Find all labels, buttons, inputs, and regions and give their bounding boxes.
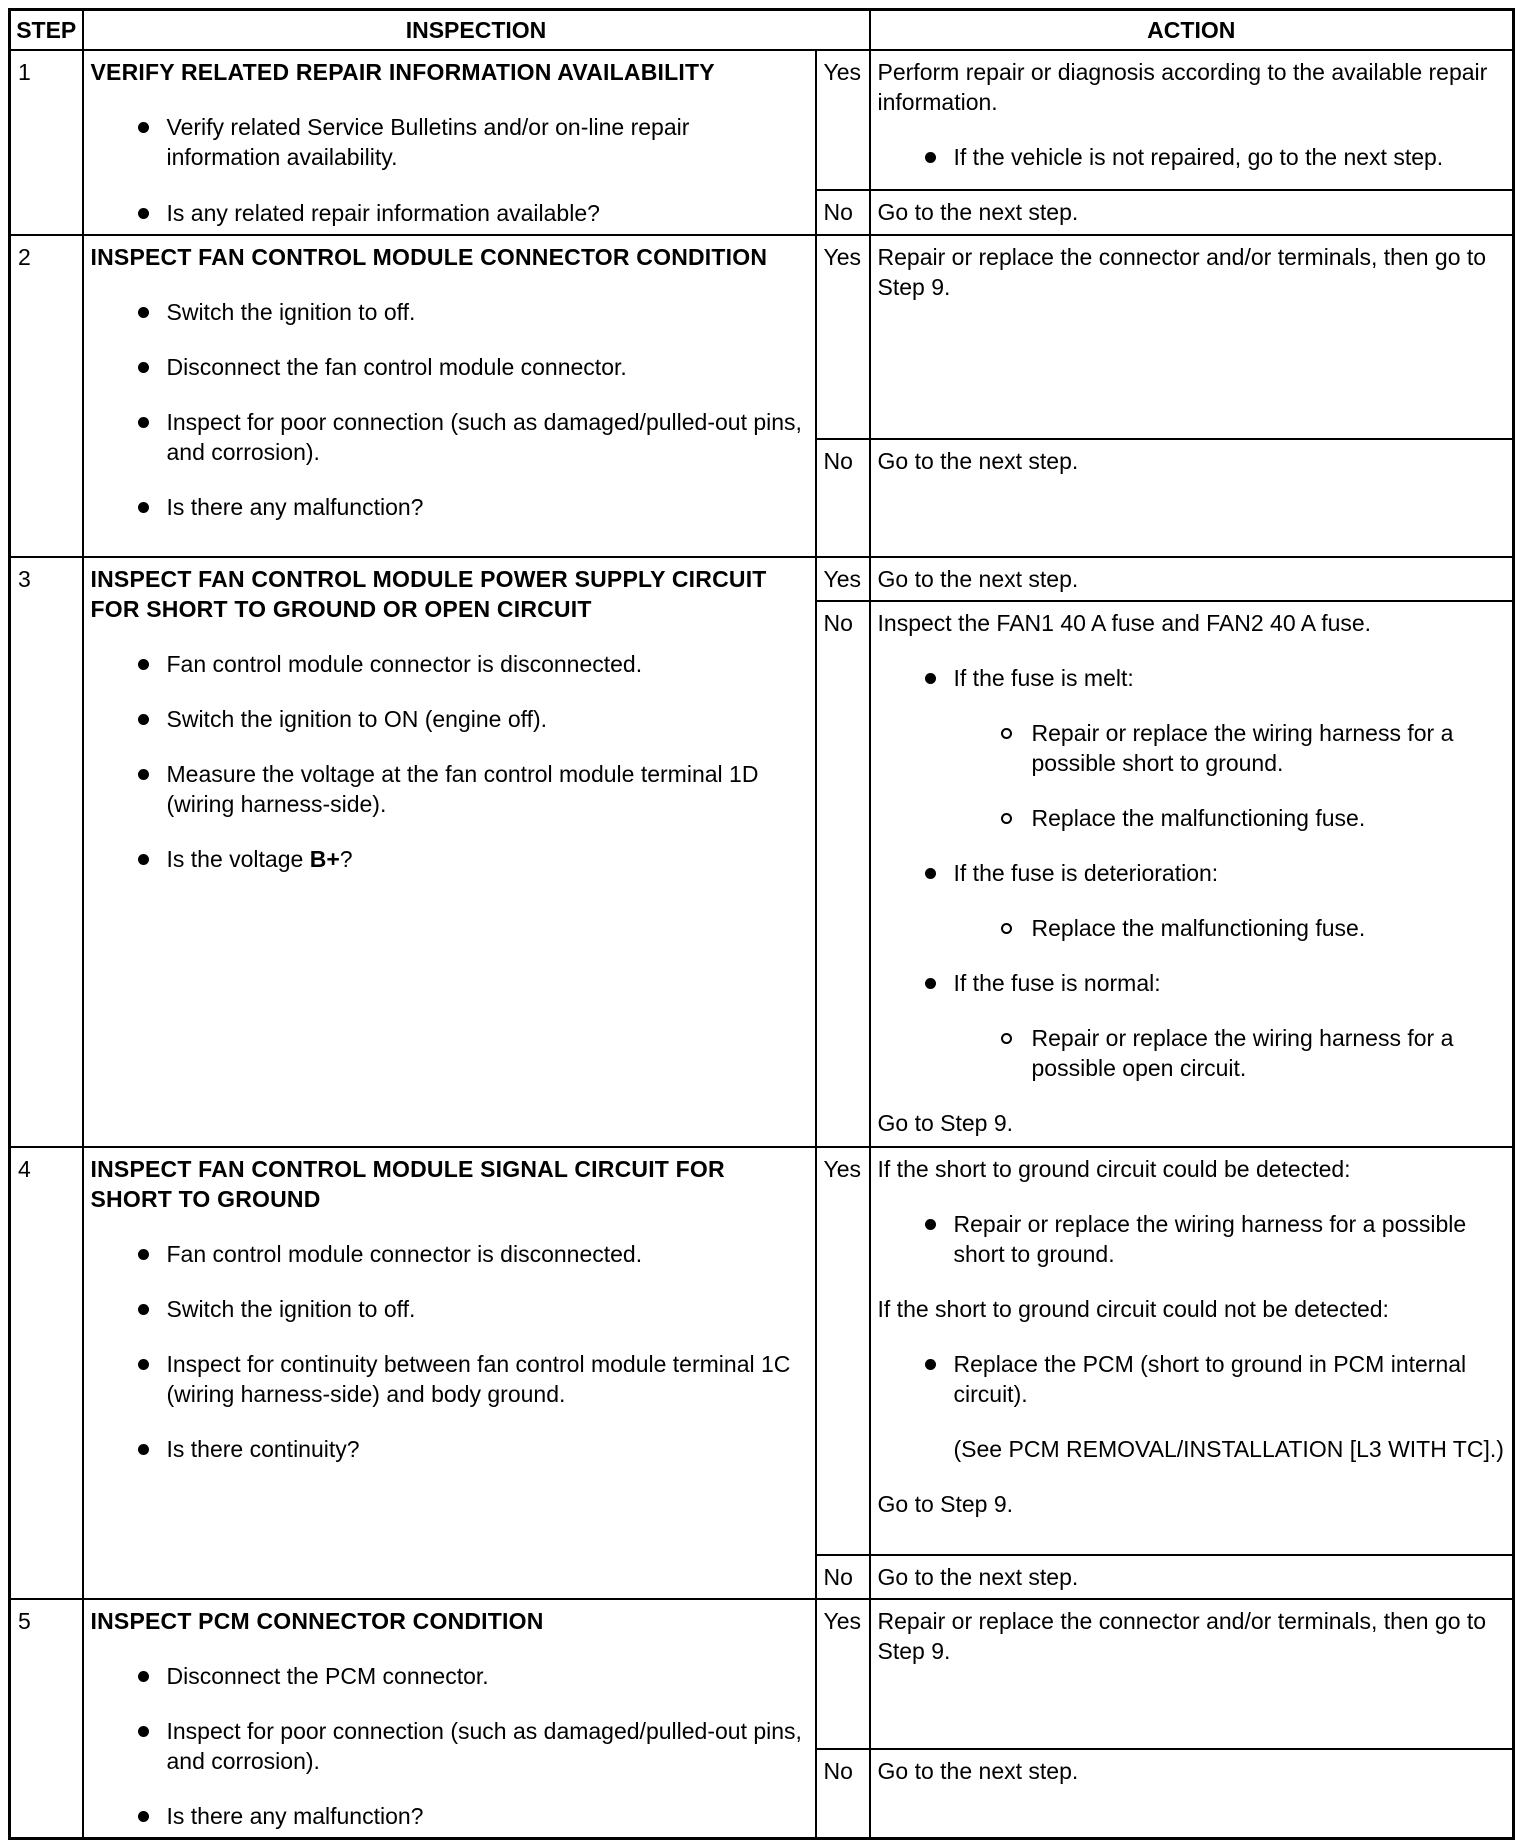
step-title: INSPECT FAN CONTROL MODULE CONNECTOR CONDITION [90,244,768,270]
action-goto: Go to Step 9. [877,1491,1014,1517]
action-sub-bullet: Repair or replace the wiring harness for a possible short to ground. [878,718,1506,778]
action-bullet: Repair or replace the wiring harness for a possible short to ground. [878,1209,1506,1269]
inspection-bullet: Measure the voltage at the fan control module terminal 1D (wiring harness-side). [91,759,808,819]
yes-label: Yes [816,50,870,190]
yes-label: Yes [816,235,870,439]
step-number: 2 [10,235,83,557]
header-inspection: INSPECTION [83,10,870,51]
yes-label: Yes [816,1147,870,1555]
action-bullet: If the fuse is melt: [878,663,1506,693]
action-text: Inspect the FAN1 40 A fuse and FAN2 40 A fuse. [877,610,1372,636]
step-number: 5 [10,1599,83,1839]
inspection-bullet: Inspect for continuity between fan control module terminal 1C (wiring harness-side) and body ground. [91,1349,808,1409]
step-title: INSPECT FAN CONTROL MODULE POWER SUPPLY CIRCUIT FOR SHORT TO GROUND OR OPEN CIRCUIT [90,566,767,622]
no-label: No [816,601,870,1147]
inspection-bullet: Switch the ignition to ON (engine off). [91,704,808,734]
inspection-bullet: Verify related Service Bulletins and/or on-line repair information availability. [91,112,808,172]
diagnostic-table [8,8,1515,1840]
inspection-question: Is there continuity? [91,1434,808,1464]
step-2-yes-row [10,235,1514,439]
action-text: Go to the next step. [870,1555,1514,1599]
step-5-inspection [83,1599,816,1839]
inspection-bullet: Switch the ignition to off. [91,1294,808,1324]
step-title: INSPECT FAN CONTROL MODULE SIGNAL CIRCUIT FOR SHORT TO GROUND [90,1156,725,1212]
action-text: Go to the next step. [870,557,1514,601]
step-5-yes-row [10,1599,1514,1749]
action-sub-bullet: Replace the malfunctioning fuse. [878,803,1506,833]
action-goto: Go to Step 9. [877,1110,1014,1136]
inspection-bullet: Disconnect the fan control module connector. [91,352,808,382]
question-mark: ? [339,846,353,872]
step-4-inspection [83,1147,816,1599]
step-1-inspection [83,50,816,235]
action-text: If the short to ground circuit could not be detected: [877,1296,1389,1322]
yes-label: Yes [816,1599,870,1749]
step-1-yes-action [870,50,1514,190]
inspection-bullet: Switch the ignition to off. [91,297,808,327]
step-number: 3 [10,557,83,1147]
inspection-bullet: Fan control module connector is disconnected. [91,649,808,679]
inspection-bullet: Inspect for poor connection (such as damaged/pulled-out pins, and corrosion). [91,1716,808,1776]
inspection-question: Is there any malfunction? [91,1801,808,1831]
step-number: 4 [10,1147,83,1599]
step-3-yes-row [10,557,1514,601]
table-header-row [10,10,1514,51]
action-text: Go to the next step. [870,1749,1514,1839]
question-bold-value: B+ [309,846,340,872]
inspection-bullet: Fan control module connector is disconnected. [91,1239,808,1269]
action-text: Repair or replace the connector and/or terminals, then go to Step 9. [870,1599,1514,1749]
step-3-inspection [83,557,816,1147]
action-bullet: If the fuse is normal: [878,968,1506,998]
inspection-bullet: Disconnect the PCM connector. [91,1661,808,1691]
action-bullet: If the vehicle is not repaired, go to the next step. [878,142,1506,172]
no-label: No [816,1749,870,1839]
step-3-no-action [870,601,1514,1147]
step-4-yes-action [870,1147,1514,1555]
action-text: If the short to ground circuit could be detected: [877,1156,1351,1182]
action-text: Perform repair or diagnosis according to the available repair information. [877,59,1488,115]
header-step: STEP [10,10,83,51]
no-label: No [816,1555,870,1599]
inspection-question: Is any related repair information available? [91,198,808,228]
yes-label: Yes [816,557,870,601]
step-title: VERIFY RELATED REPAIR INFORMATION AVAILABILITY [90,59,715,85]
inspection-bullet: Inspect for poor connection (such as damaged/pulled-out pins, and corrosion). [91,407,808,467]
inspection-question: Is there any malfunction? [91,492,808,522]
action-sub-bullet: Repair or replace the wiring harness for a possible open circuit. [878,1023,1506,1083]
question-text: Is the voltage [166,846,310,872]
no-label: No [816,190,870,235]
step-1-yes-row [10,50,1514,190]
step-4-yes-row [10,1147,1514,1555]
action-text: Go to the next step. [870,439,1514,557]
no-label: No [816,439,870,557]
action-text: Repair or replace the connector and/or terminals, then go to Step 9. [870,235,1514,439]
action-sub-bullet: Replace the malfunctioning fuse. [878,913,1506,943]
action-bullet: Replace the PCM (short to ground in PCM internal circuit). [878,1349,1506,1409]
header-action: ACTION [870,10,1514,51]
step-2-inspection [83,235,816,557]
step-title: INSPECT PCM CONNECTOR CONDITION [90,1608,544,1634]
action-bullet: If the fuse is deterioration: [878,858,1506,888]
action-text: Go to the next step. [870,190,1514,235]
step-number: 1 [10,50,83,235]
inspection-question [91,844,808,874]
action-reference: (See PCM REMOVAL/INSTALLATION [L3 WITH TC].) [953,1436,1504,1462]
